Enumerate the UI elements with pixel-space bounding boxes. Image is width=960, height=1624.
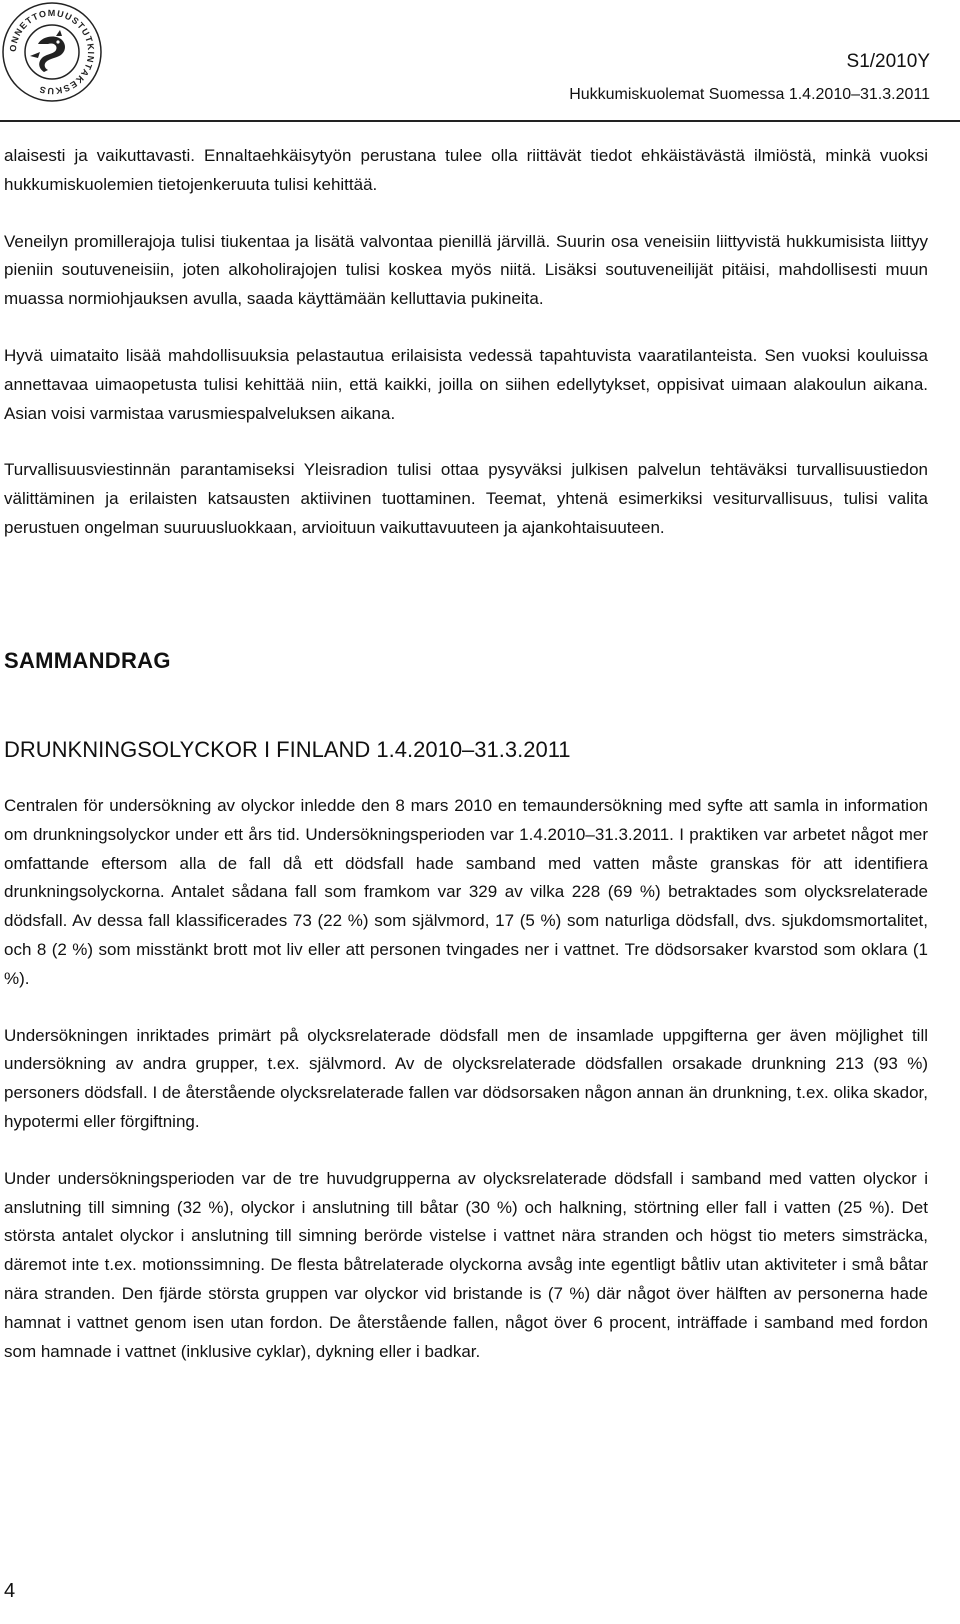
document-code: S1/2010Y xyxy=(846,51,930,72)
paragraph: Veneilyn promillerajoja tulisi tiukentaa ja lisätä valvontaa pienillä järvillä. Suurin osa veneisiin liittyvistä hukkumisista liittyy pieniin soutuveneisiin, joten alkoholirajojen tulisi koskea myös niitä. Lisäksi soutuveneilijät pitäisi, mahdollisesti muun muassa normiohjauksen avulla, saada käyttämään kelluttavia pukineita. xyxy=(4,231,928,309)
svg-text:ONNETTOMUUSTUTKINTAKESKUS: ONNETTOMUUSTUTKINTAKESKUS xyxy=(7,7,97,97)
header-divider xyxy=(0,120,960,122)
paragraph: Hyvä uimataito lisää mahdollisuuksia pelastautua erilaisista vedessä tapahtuvista vaaratilanteista. Sen vuoksi kouluissa annettavaa uimaopetusta tulisi kehittää niin, että kaikki, joilla on siihen edellytykset, oppisivat uimaan alakoulun aikana. Asian voisi varmistaa varusmiespalveluksen aikana. xyxy=(4,345,928,423)
paragraph: Turvallisuusviestinnän parantamiseksi Yleisradion tulisi ottaa pysyväksi julkisen palvelun tehtäväksi turvallisuustiedon välittäminen ja erilaisten katsausten aktiivinen tuottaminen. Teemat, yhtenä esimerkiksi vesiturvallisuus, tulisi valita perustuen ongelman suuruusluokkaan, arvioituun vaikuttavuuteen ja ajankohtaisuuteen. xyxy=(4,460,928,537)
paragraph: Under undersökningsperioden var de tre huvudgrupperna av olycksrelaterade dödsfall i samband med vatten olyckor i anslutning till simning (32 %), olyckor i anslutning till båtar (30 %) och halkning, störtning eller fall i vatten (25 %). Det största antalet olyckor i anslutning till simning berörde vistelse i vattnet nära stranden och högst tio meters simsträcka, däremot inte t.ex. motionssimning. De flesta båtrelaterade olyckorna avsåg inte egentligt båtliv utan aktiviteter i små båtar nära stranden. Den fjärde största gruppen var olyckor vid bristande is (7 %) där något över hälften av personerna hade hamnat i vattnet genom isen utan fordon. De återstående fallen, något över 6 procent, inträffade i samband med fordon som hamnade i vattnet (inklusive cyklar), dykning eller i badkar. xyxy=(4,1168,928,1361)
paragraph: alaisesti ja vaikuttavasti. Ennaltaehkäisytyön perustana tulee olla riittävät tiedot ehkäistävästä ilmiöstä, minkä vuoksi hukkumiskuolemien tietojenkeruuta tulisi kehittää. xyxy=(4,146,928,194)
agency-seal-icon xyxy=(0,0,104,104)
document-subtitle: Hukkumiskuolemat Suomessa 1.4.2010–31.3.2011 xyxy=(569,86,930,103)
finnish-section xyxy=(4,142,928,543)
swedish-section xyxy=(4,792,928,1366)
sammandrag-heading: SAMMANDRAG xyxy=(4,648,171,673)
section-heading: DRUNKNINGSOLYCKOR I FINLAND 1.4.2010–31.3.2011 xyxy=(4,737,571,762)
paragraph: Undersökningen inriktades primärt på olycksrelaterade dödsfall men de insamlade uppgifterna ger även möjlighet till undersökning av andra grupper, t.ex. självmord. Av de olycksrelaterade dödsfallen orsakade drunkning 213 (93 %) personers dödsfall. I de återstående olycksrelaterade fallen var dödsorsaken någon annan än drunkning, t.ex. olika skador, hypotermi eller förgiftning. xyxy=(4,1025,928,1131)
page-number: 4 xyxy=(4,1580,16,1602)
document-header xyxy=(569,50,930,108)
agency-logo xyxy=(0,0,104,104)
lion-emblem-icon xyxy=(30,30,65,72)
paragraph: Centralen för undersökning av olyckor inledde den 8 mars 2010 en temaundersökning med syfte att samla in information om drunkningsolyckor under ett års tid. Undersökningsperioden var 1.4.2010–31.3.2011. I praktiken var arbetet något mer omfattande eftersom alla de fall då ett dödsfall hade samband med vatten måste granskas för att identifiera drunkningsolyckorna. Antalet sådana fall som framkom var 329 av vilka 228 (69 %) betraktades som olycksrelaterade dödsfall. Av dessa fall klassificerades 73 (22 %) som självmord, 17 (5 %) som naturliga dödsfall, dvs. sjukdomsmortalitet, och 8 (2 %) som misstänkt brott mot liv eller att personen tvingades ner i vattnet. Tre dödsorsaker kvarstod som oklara (1 %). xyxy=(4,796,928,988)
